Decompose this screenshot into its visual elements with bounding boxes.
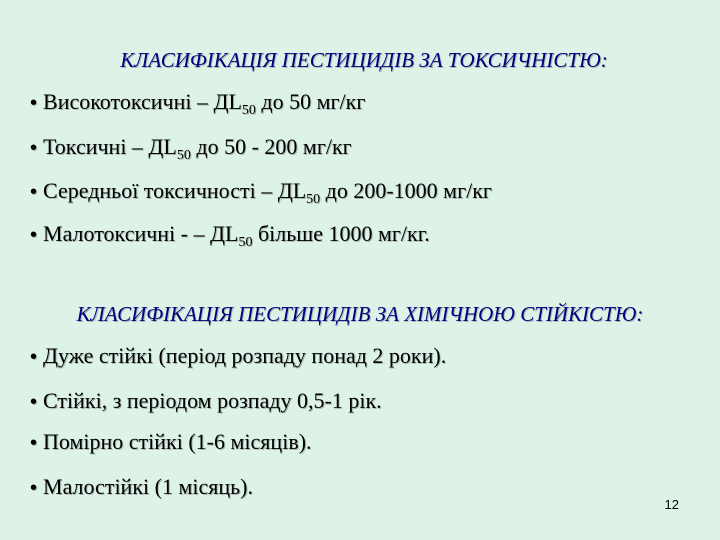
item-subscript: 50	[241, 103, 256, 118]
item-text-after: до 50 мг/кг	[255, 89, 366, 114]
bullet-icon: •	[30, 137, 38, 159]
toxicity-item-medium	[30, 178, 492, 208]
item-text: Стійкі, з періодом розпаду 0,5-1 рік.	[43, 388, 382, 413]
item-text-after: більше 1000 мг/кг.	[252, 221, 430, 246]
toxicity-item-high	[30, 89, 365, 119]
item-text-before: Високотоксичні – ДL	[43, 89, 242, 114]
stability-item-low	[30, 474, 253, 500]
bullet-icon: •	[30, 92, 38, 114]
bullet-icon: •	[30, 346, 38, 368]
toxicity-heading: КЛАСИФІКАЦІЯ ПЕСТИЦИДІВ ЗА ТОКСИЧНІСТЮ:	[120, 48, 608, 72]
bullet-icon: •	[30, 224, 38, 246]
item-subscript: 50	[238, 235, 253, 250]
bullet-icon: •	[30, 181, 38, 203]
item-text: Малостійкі (1 місяць).	[43, 474, 254, 499]
toxicity-item-low	[30, 221, 430, 251]
item-text-after: до 50 - 200 мг/кг	[190, 134, 352, 159]
bullet-icon: •	[30, 477, 38, 499]
item-text: Помірно стійкі (1-6 місяців).	[43, 429, 312, 454]
item-text: Дуже стійкі (період розпаду понад 2 роки).	[43, 343, 447, 368]
page-number: 12	[664, 497, 679, 512]
stability-item-stable	[30, 388, 382, 414]
item-text-after: до 200-1000 мг/кг	[320, 178, 492, 203]
bullet-icon: •	[30, 391, 38, 413]
item-subscript: 50	[306, 192, 321, 207]
stability-heading: КЛАСИФІКАЦІЯ ПЕСТИЦИДІВ ЗА ХІМІЧНОЮ СТІЙКІСТЮ:	[76, 302, 644, 326]
item-text-before: Токсичні – ДL	[43, 134, 177, 159]
stability-item-moderate	[30, 429, 312, 455]
toxicity-item-toxic	[30, 134, 352, 164]
item-text-before: Середньої токсичності – ДL	[43, 178, 307, 203]
stability-item-very-stable	[30, 343, 446, 369]
item-text-before: Малотоксичні - – ДL	[43, 221, 239, 246]
item-subscript: 50	[176, 148, 191, 163]
bullet-icon: •	[30, 432, 38, 454]
